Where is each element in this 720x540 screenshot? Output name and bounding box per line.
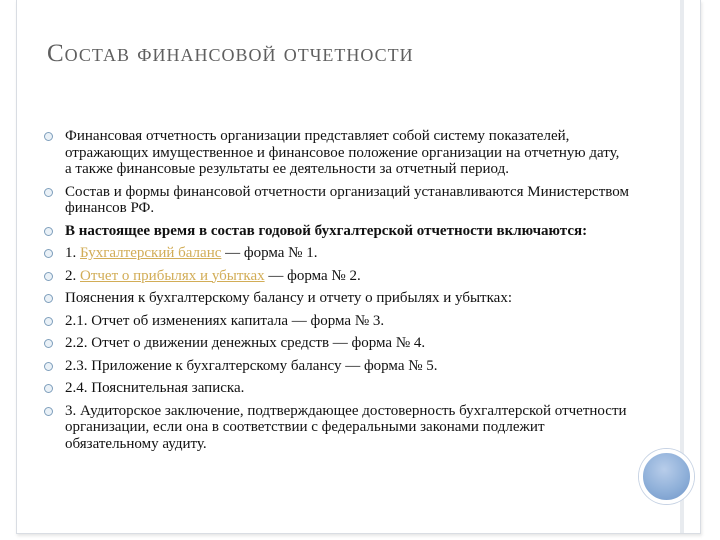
income-statement-link[interactable]: Отчет о прибылях и убытках	[80, 267, 265, 284]
list-item-prefix: 2.	[65, 267, 80, 284]
list-item	[44, 245, 629, 262]
circle-bullet-icon	[44, 317, 53, 326]
list-item-text: 3. Аудиторское заключение, подтверждающее достоверность бухгалтерской отчетности организации, если она в соответствии с федеральными законами подлежит обязательному аудиту.	[65, 402, 627, 452]
circle-bullet-icon	[44, 272, 53, 281]
list-item-suffix: — форма № 1.	[221, 245, 318, 261]
list-item-suffix: — форма № 2.	[264, 267, 361, 284]
list-item	[44, 184, 629, 217]
list-item	[44, 358, 629, 375]
bullet-list	[44, 128, 629, 452]
list-item	[44, 128, 629, 178]
list-item	[44, 313, 629, 330]
list-item-text: Состав и формы финансовой отчетности организаций устанавливаются Министерством финансов РФ.	[65, 183, 629, 216]
list-item-text: 2.3. Приложение к бухгалтерскому балансу — форма № 5.	[65, 357, 438, 374]
list-item-text: 2.1. Отчет об изменениях капитала — форма № 3.	[65, 312, 385, 329]
list-item	[44, 290, 629, 307]
decorative-circle	[639, 449, 694, 504]
circle-bullet-icon	[44, 339, 53, 348]
list-item	[44, 380, 629, 397]
list-item	[44, 268, 629, 285]
list-item-prefix: 1.	[65, 245, 80, 261]
list-item-text: Финансовая отчетность организации представляет собой систему показателей, отражающих имущественное и финансовое положение организации на отчетную дату, а также финансовые результаты ее деятельности за отчетный период.	[65, 128, 620, 177]
slide-title: Состав финансовой отчетности	[47, 40, 414, 67]
balance-sheet-link[interactable]: Бухгалтерский баланс	[80, 245, 222, 261]
circle-bullet-icon	[44, 188, 53, 197]
list-item-text: 2.2. Отчет о движении денежных средств — форма № 4.	[65, 335, 426, 351]
list-item	[44, 403, 629, 453]
circle-bullet-icon	[44, 249, 53, 258]
list-item-text: В настоящее время в состав годовой бухгалтерской отчетности включаются:	[65, 222, 588, 239]
circle-bullet-icon	[44, 294, 53, 303]
circle-bullet-icon	[44, 407, 53, 416]
list-item-text: Пояснения к бухгалтерскому балансу и отчету о прибылях и убытках:	[65, 290, 512, 306]
list-item-text: 2.4. Пояснительная записка.	[65, 380, 245, 396]
circle-bullet-icon	[44, 362, 53, 371]
circle-bullet-icon	[44, 227, 53, 236]
circle-bullet-icon	[44, 384, 53, 393]
list-item	[44, 223, 629, 240]
list-item	[44, 335, 629, 352]
circle-bullet-icon	[44, 132, 53, 141]
